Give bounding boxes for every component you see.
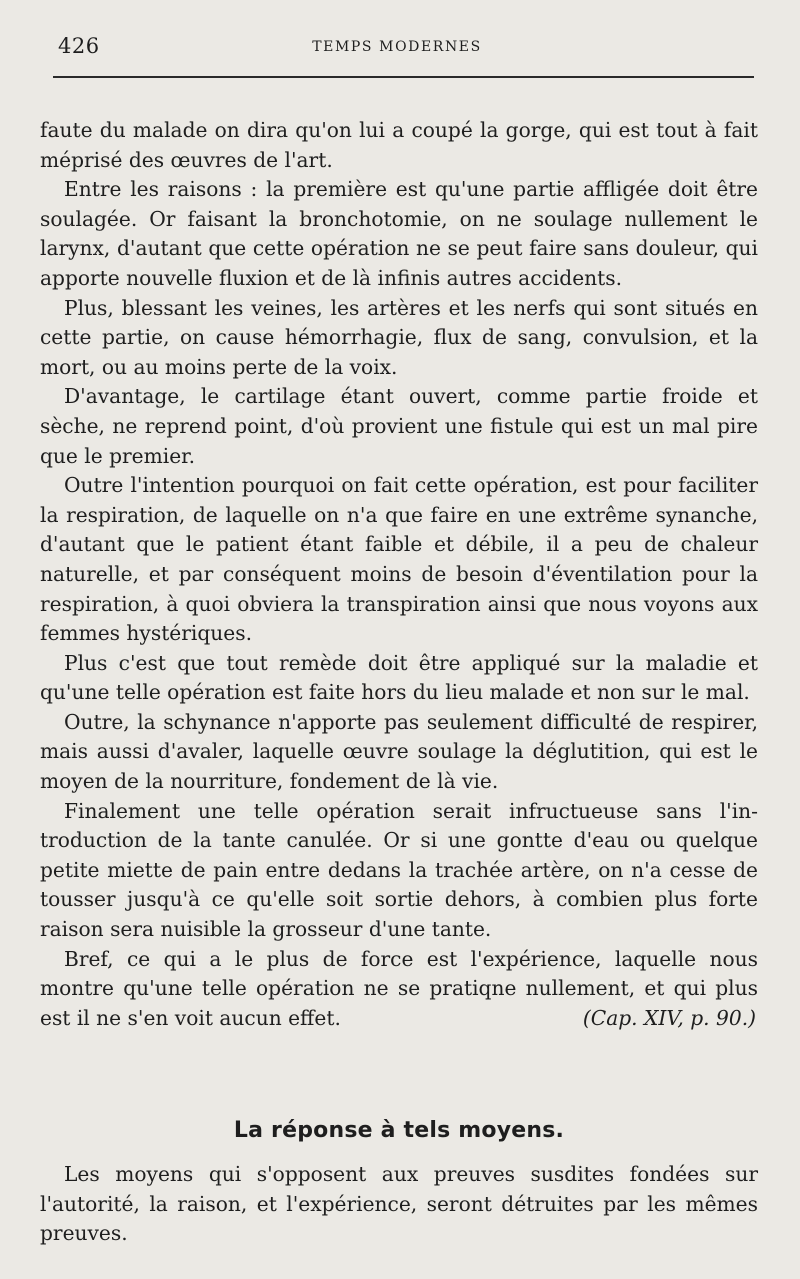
page-number: 426 xyxy=(58,34,100,58)
paragraph: Plus c'est que tout remède doit être appliqué sur la maladie et qu'une telle opération est faite hors du lieu malade et non sur le mal. xyxy=(40,650,758,705)
paragraph: faute du malade on dira qu'on lui a coupé la gorge, qui est tout à fait méprisé des œuvres de l'art. xyxy=(40,118,758,172)
paragraph: Outre l'intention pourquoi on fait cette opération, est pour faciliter la respiration, de laquelle on n'a que faire en une extrême synanche, d'autant que le patient étant faible et débile, il a peu de chaleur naturelle, et par conséquent moins de besoin d'éventilation pour la respiration, à quoi obviera la transpiration ainsi que nous voyons aux femmes hystériques. xyxy=(40,473,758,646)
paragraph: Plus, blessant les veines, les artères et les nerfs qui sont situés en cette partie, on cause hémorrhagie, flux de sang, convulsion, et la mort, ou au moins perte de la voix. xyxy=(40,295,758,379)
paragraph-text: Bref, ce qui a le plus de force est l'expérience, laquelle nous montre qu'une telle opération ne se pratiqne nullement, et qui plus est il ne s'en voit aucun effet. xyxy=(40,946,758,1030)
running-title: TEMPS MODERNES xyxy=(312,39,482,55)
paragraph: Outre, la schynance n'apporte pas seulement difficulté de respirer, mais aussi d'avaler, laquelle œuvre soulage la déglutition, qui est le moyen de la nourriture, fondement de là vie. xyxy=(40,709,758,794)
section-text xyxy=(40,1160,758,1249)
paragraph: D'avantage, le cartilage étant ouvert, comme partie froide et sèche, ne reprend point, d'où provient une fistule qui est un mal pire que le premier. xyxy=(40,384,758,468)
page-header xyxy=(40,34,754,64)
citation: (Cap. XIV, p. 90.) xyxy=(582,1005,756,1030)
header-rule xyxy=(53,76,754,78)
paragraph: Entre les raisons : la première est qu'une partie affligée doit être soulagée. Or faisant la bronchotomie, on ne soulage nullement le larynx, d'autant que cette opération ne se peut faire sans douleur, qui apporte nouvelle fluxion et de là infinis autres accidents. xyxy=(40,177,758,290)
section-heading: La réponse à tels moyens. xyxy=(233,1118,565,1143)
paragraph: Les moyens qui s'opposent aux preuves susdites fondées sur l'autorité, la raison, et l'expérience, seront détruites par les mêmes preuves. xyxy=(40,1162,758,1246)
paragraph-last xyxy=(40,945,758,1034)
paragraph: Finalement une telle opération serait infructueuse sans l'introduction de la tante canulée. Or si une gontte d'eau ou quelque petite miette de pain entre dedans la trachée artère, on n'a cesse de tousser jusqu'à ce qu'elle soit sortie dehors, à combien plus forte raison sera nuisible la grosseur d'une tante. xyxy=(40,798,758,942)
body-text xyxy=(40,116,758,1033)
